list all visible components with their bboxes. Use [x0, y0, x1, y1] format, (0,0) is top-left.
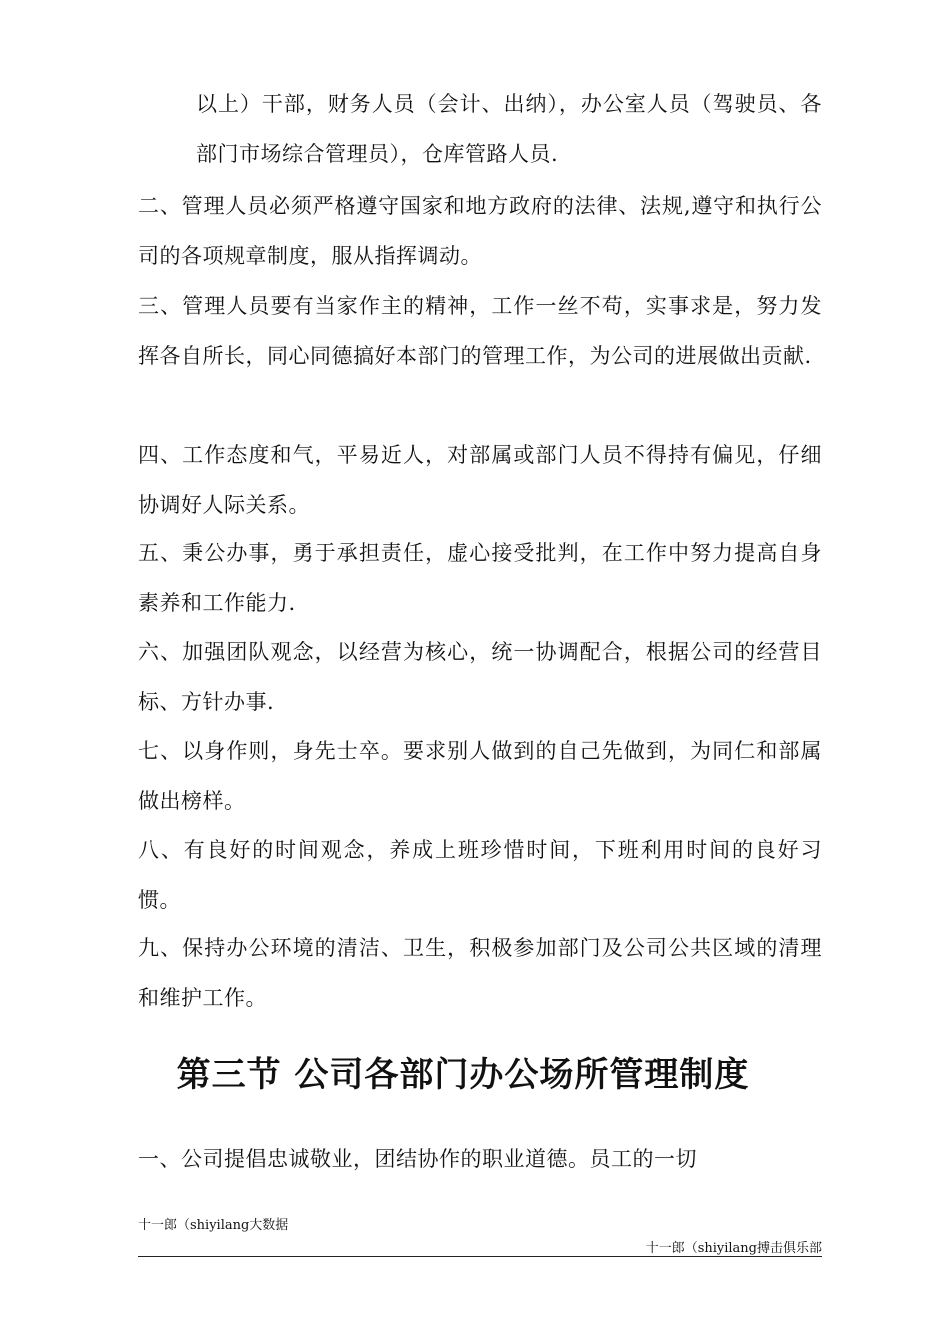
paragraph-item-6: 六、加强团队观念，以经营为核心，统一协调配合，根据公司的经营目标、方针办事.	[138, 640, 822, 714]
paragraph-item-7: 七、以身作则，身先士卒。要求别人做到的自己先做到，为同仁和部属做出榜样。	[138, 739, 822, 813]
paragraph-item-8: 八、有良好的时间观念，养成上班珍惜时间，下班利用时间的良好习惯。	[138, 838, 822, 912]
paragraph-item-5: 五、秉公办事，勇于承担责任，虚心接受批判，在工作中努力提高自身素养和工作能力.	[138, 541, 822, 615]
paragraph-item-9: 九、保持办公环境的清洁、卫生，积极参加部门及公司公共区域的清理和维护工作。	[138, 936, 822, 1010]
footer-right-text: 十一郎（shiyilang搏击俱乐部	[645, 1241, 822, 1256]
footer-left-text: 十一郎（shiyilang大数据	[138, 1218, 289, 1233]
footer-divider	[138, 1256, 822, 1257]
paragraph-item-2: 二、管理人员必须严格遵守国家和地方政府的法律、法规,遵守和执行公司的各项规章制度，服从指挥调动。	[138, 194, 822, 268]
section-paragraph-1: 一、公司提倡忠诚敬业，团结协作的职业道德。员工的一切	[138, 1147, 697, 1171]
paragraph-item-4: 四、工作态度和气，平易近人，对部属或部门人员不得持有偏见，仔细协调好人际关系。	[138, 443, 822, 517]
paragraph-continuation: 以上）干部，财务人员（会计、出纳），办公室人员（驾驶员、各部门市场综合管理员），仓库管路人员.	[196, 92, 822, 166]
section-title: 第三节 公司各部门办公场所管理制度	[176, 1055, 750, 1095]
paragraph-item-3: 三、管理人员要有当家作主的精神，工作一丝不苟，实事求是，努力发挥各自所长，同心同德搞好本部门的管理工作，为公司的进展做出贡献.	[138, 294, 822, 368]
